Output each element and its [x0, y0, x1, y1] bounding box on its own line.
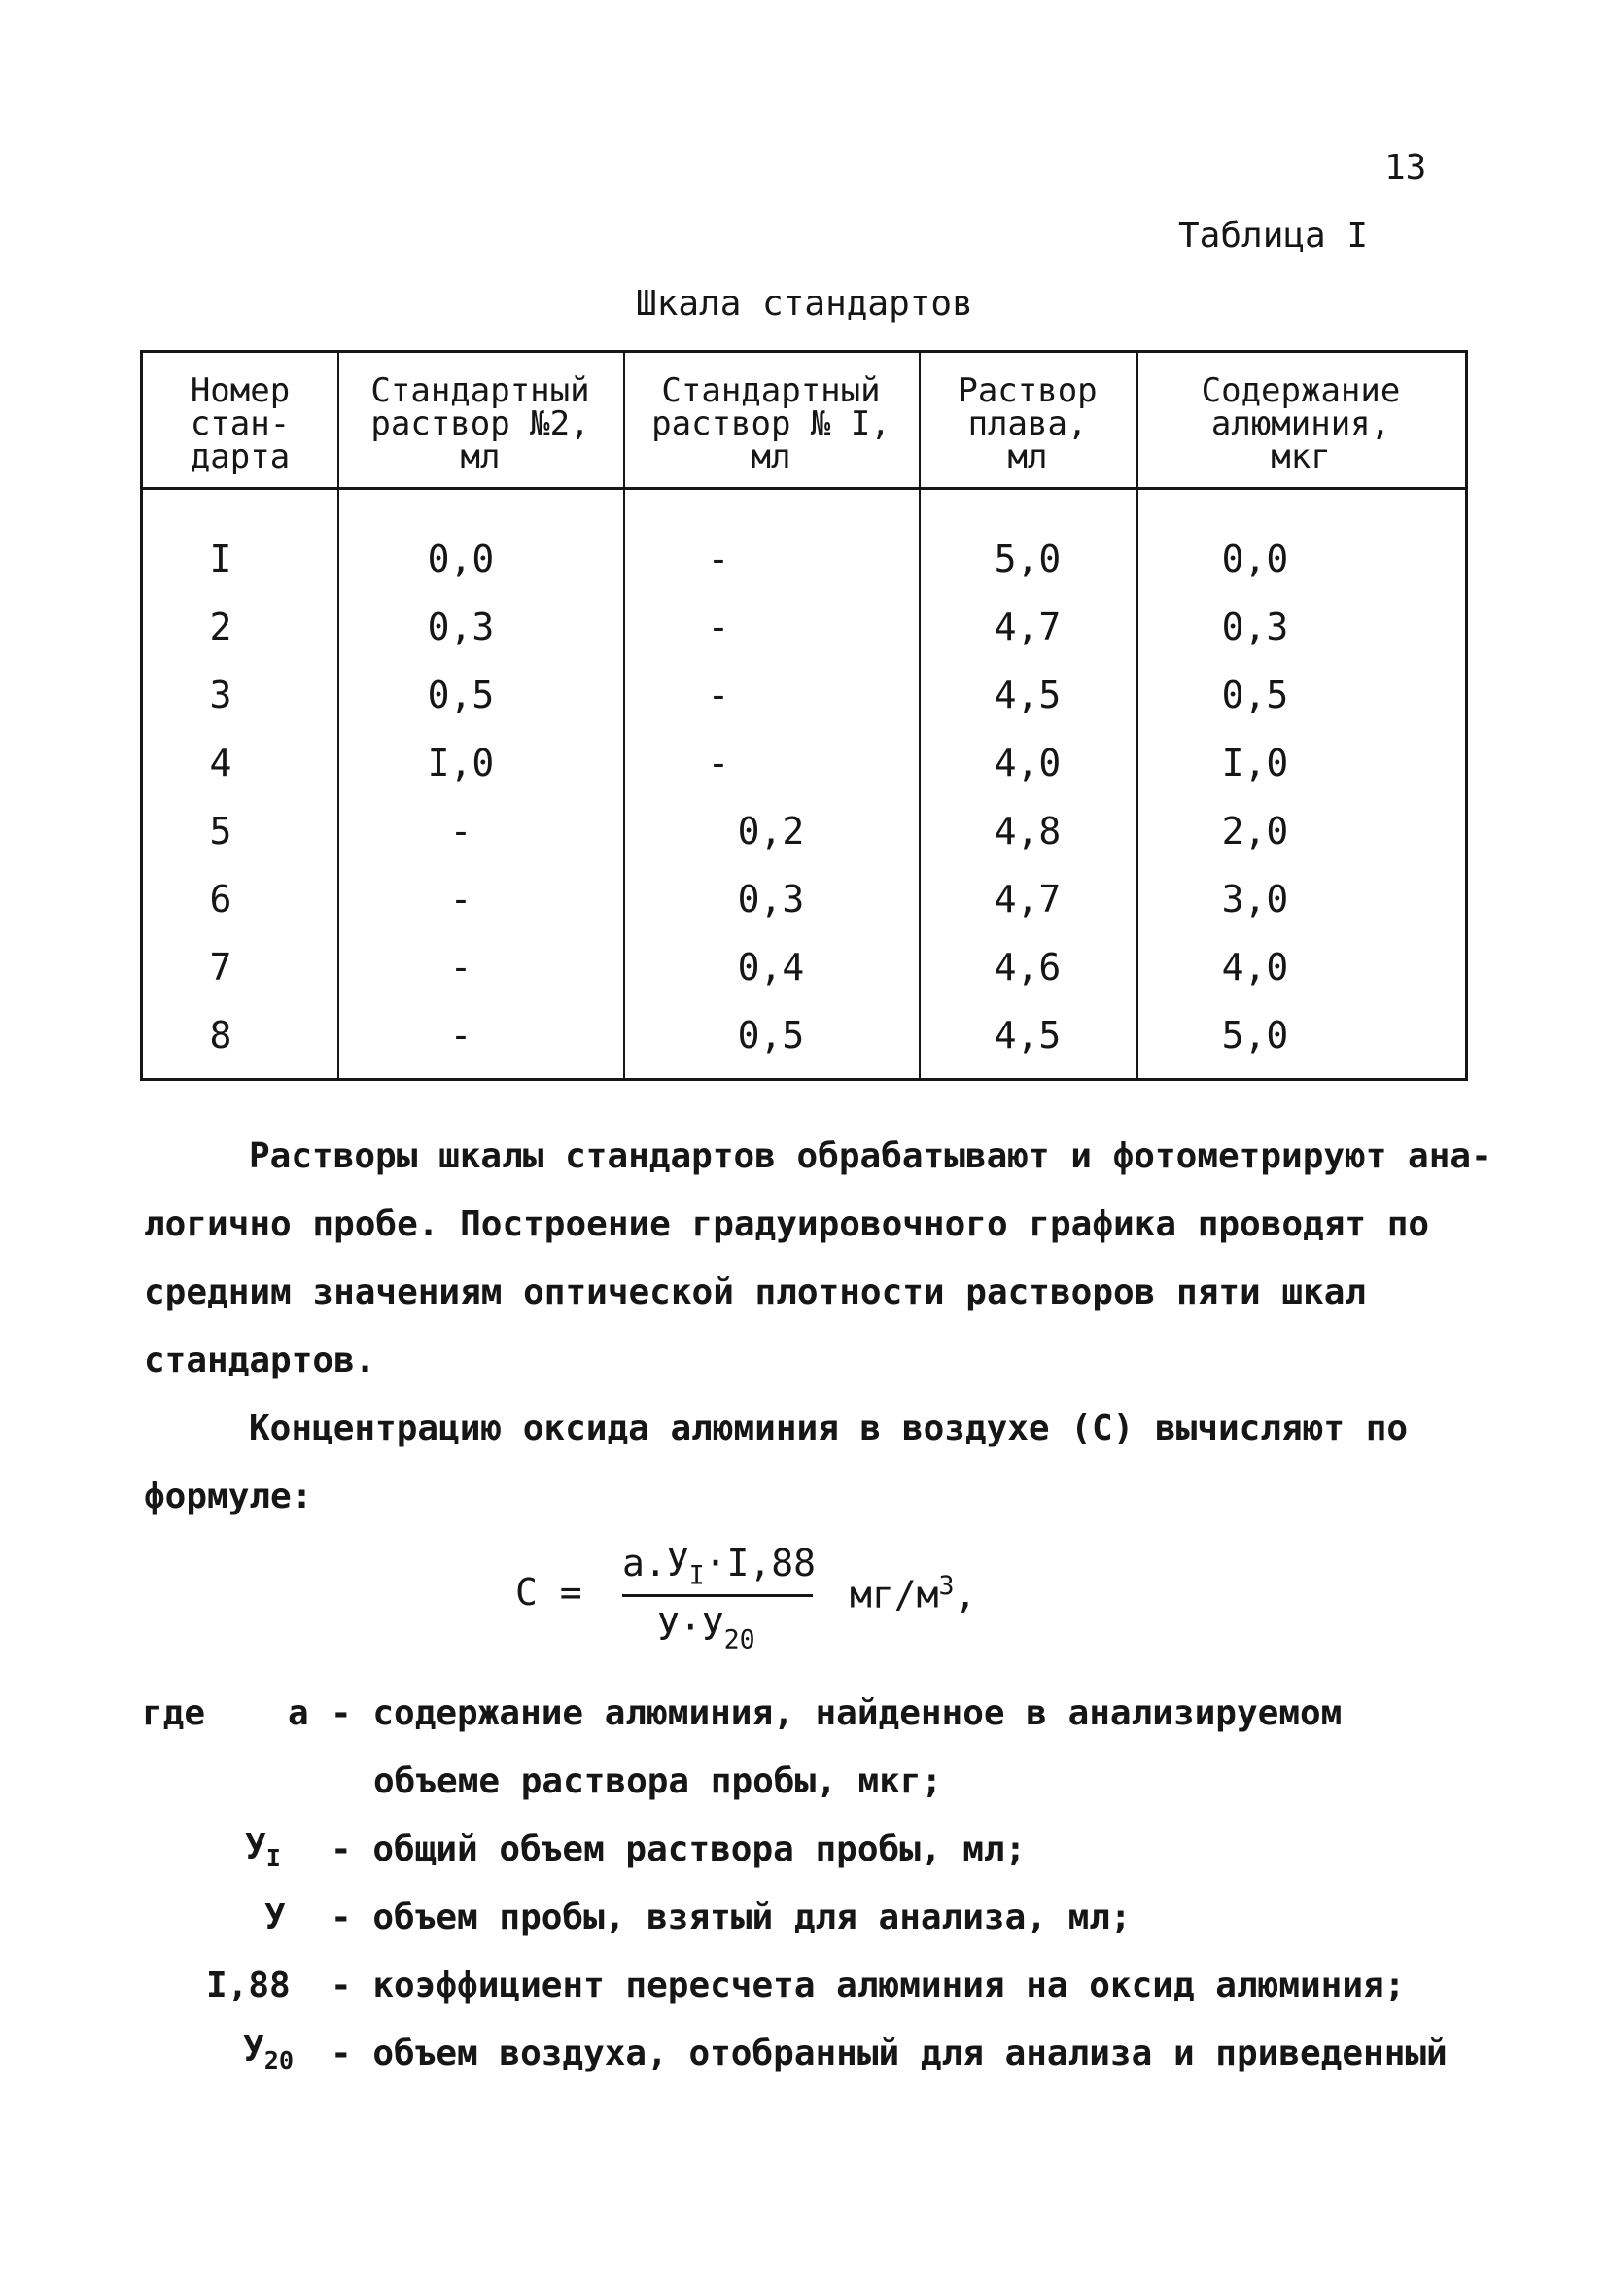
cell-content: 0,5: [1221, 674, 1289, 716]
table-row: [143, 734, 1465, 792]
cell-solution-1: -: [707, 674, 730, 716]
header-standard-solution-2: Стандартный раствор №2, мл: [370, 371, 590, 476]
cell-solution-2: 0,3: [427, 606, 495, 648]
page-number: 13: [1384, 148, 1427, 188]
cell-solution-2: -: [449, 810, 472, 852]
cell-number: 2: [209, 606, 232, 648]
paragraph-line: средним значениям оптической плотности растворов пяти шкал: [144, 1272, 1367, 1312]
cell-content: 4,0: [1221, 946, 1289, 989]
table-label: Таблица I: [1178, 216, 1369, 256]
formula-lhs: C =: [515, 1571, 582, 1614]
def-text: - содержание алюминия, найденное в анализируемом: [331, 1693, 1343, 1733]
cell-solution-2: 0,0: [427, 538, 495, 580]
table-title: Шкала стандартов: [636, 284, 973, 324]
cell-melt: 4,7: [994, 878, 1062, 921]
cell-solution-1: -: [707, 606, 730, 648]
cell-number: 5: [209, 810, 232, 852]
cell-solution-2: -: [449, 946, 472, 989]
table-row: [143, 870, 1465, 928]
table-row: [143, 598, 1465, 656]
paragraph-line: формуле:: [144, 1477, 313, 1516]
cell-solution-1: -: [707, 538, 730, 580]
cell-content: 3,0: [1221, 878, 1289, 921]
cell-number: 8: [209, 1014, 232, 1057]
def-symbol: У: [264, 1897, 286, 1937]
formula-denominator: $У\cdot У_{20}$: [657, 1606, 755, 1655]
paragraph-line: Растворы шкалы стандартов обрабатывают и фотометрируют ана-: [249, 1136, 1492, 1176]
cell-number: 7: [209, 946, 232, 989]
cell-number: 6: [209, 878, 232, 921]
cell-solution-2: -: [449, 1014, 472, 1057]
paragraph-line: Концентрацию оксида алюминия в воздухе (С) вычисляют по: [249, 1409, 1409, 1448]
cell-melt: 4,5: [994, 674, 1062, 716]
cell-solution-2: -: [449, 878, 472, 921]
cell-solution-1: -: [707, 742, 730, 784]
cell-content: 5,0: [1221, 1014, 1289, 1057]
cell-number: I: [209, 538, 232, 580]
paragraph-line: стандартов.: [144, 1340, 376, 1380]
def-text: - коэффициент пересчета алюминия на оксид алюминия;: [331, 1966, 1406, 2005]
def-symbol: $У_I$: [245, 1827, 281, 1873]
table-row: [143, 666, 1465, 724]
fraction-line: [622, 1594, 813, 1597]
cell-content: 2,0: [1221, 810, 1289, 852]
table-row: [143, 938, 1465, 996]
standards-table: [140, 350, 1468, 1081]
header-standard-solution-1: Стандартный раствор № I, мл: [651, 371, 891, 476]
header-aluminium-content: Содержание алюминия, мкг: [1201, 371, 1401, 476]
cell-content: 0,0: [1221, 538, 1289, 580]
cell-melt: 4,5: [994, 1014, 1062, 1057]
table-row: [143, 530, 1465, 588]
def-text: - общий объем раствора пробы, мл;: [331, 1829, 1027, 1869]
cell-solution-2: 0,5: [427, 674, 495, 716]
cell-solution-1: 0,5: [737, 1014, 805, 1057]
cell-solution-1: 0,2: [737, 810, 805, 852]
cell-melt: 5,0: [994, 538, 1062, 580]
formula-unit: $мг/м^3$,: [850, 1571, 977, 1617]
paragraph-line: логично пробе. Построение градуировочного графика проводят по: [144, 1204, 1430, 1244]
header-standard-number: Номер стан- дарта: [190, 371, 291, 476]
def-text: - объем воздуха, отобранный для анализа и приведенный: [331, 2034, 1448, 2073]
where-label: где: [142, 1693, 206, 1733]
formula-numerator: $a.У_I\cdot I,88$: [622, 1542, 817, 1591]
header-divider: [143, 487, 1465, 490]
def-text: - объем пробы, взятый для анализа, мл;: [331, 1897, 1132, 1937]
table-row: [143, 1006, 1465, 1064]
def-text: объеме раствора пробы, мкг;: [373, 1761, 943, 1801]
cell-number: 3: [209, 674, 232, 716]
def-symbol: a: [288, 1693, 309, 1733]
cell-solution-1: 0,3: [737, 878, 805, 921]
cell-melt: 4,8: [994, 810, 1062, 852]
table-row: [143, 802, 1465, 860]
cell-content: I,0: [1221, 742, 1289, 784]
def-symbol: $У_{20}$: [243, 2030, 295, 2075]
cell-content: 0,3: [1221, 606, 1289, 648]
header-melt-solution: Раствор плава, мл: [958, 371, 1098, 476]
cell-melt: 4,0: [994, 742, 1062, 784]
cell-solution-2: I,0: [427, 742, 495, 784]
def-symbol: I,88: [206, 1966, 291, 2005]
cell-melt: 4,6: [994, 946, 1062, 989]
cell-number: 4: [209, 742, 232, 784]
cell-solution-1: 0,4: [737, 946, 805, 989]
cell-melt: 4,7: [994, 606, 1062, 648]
